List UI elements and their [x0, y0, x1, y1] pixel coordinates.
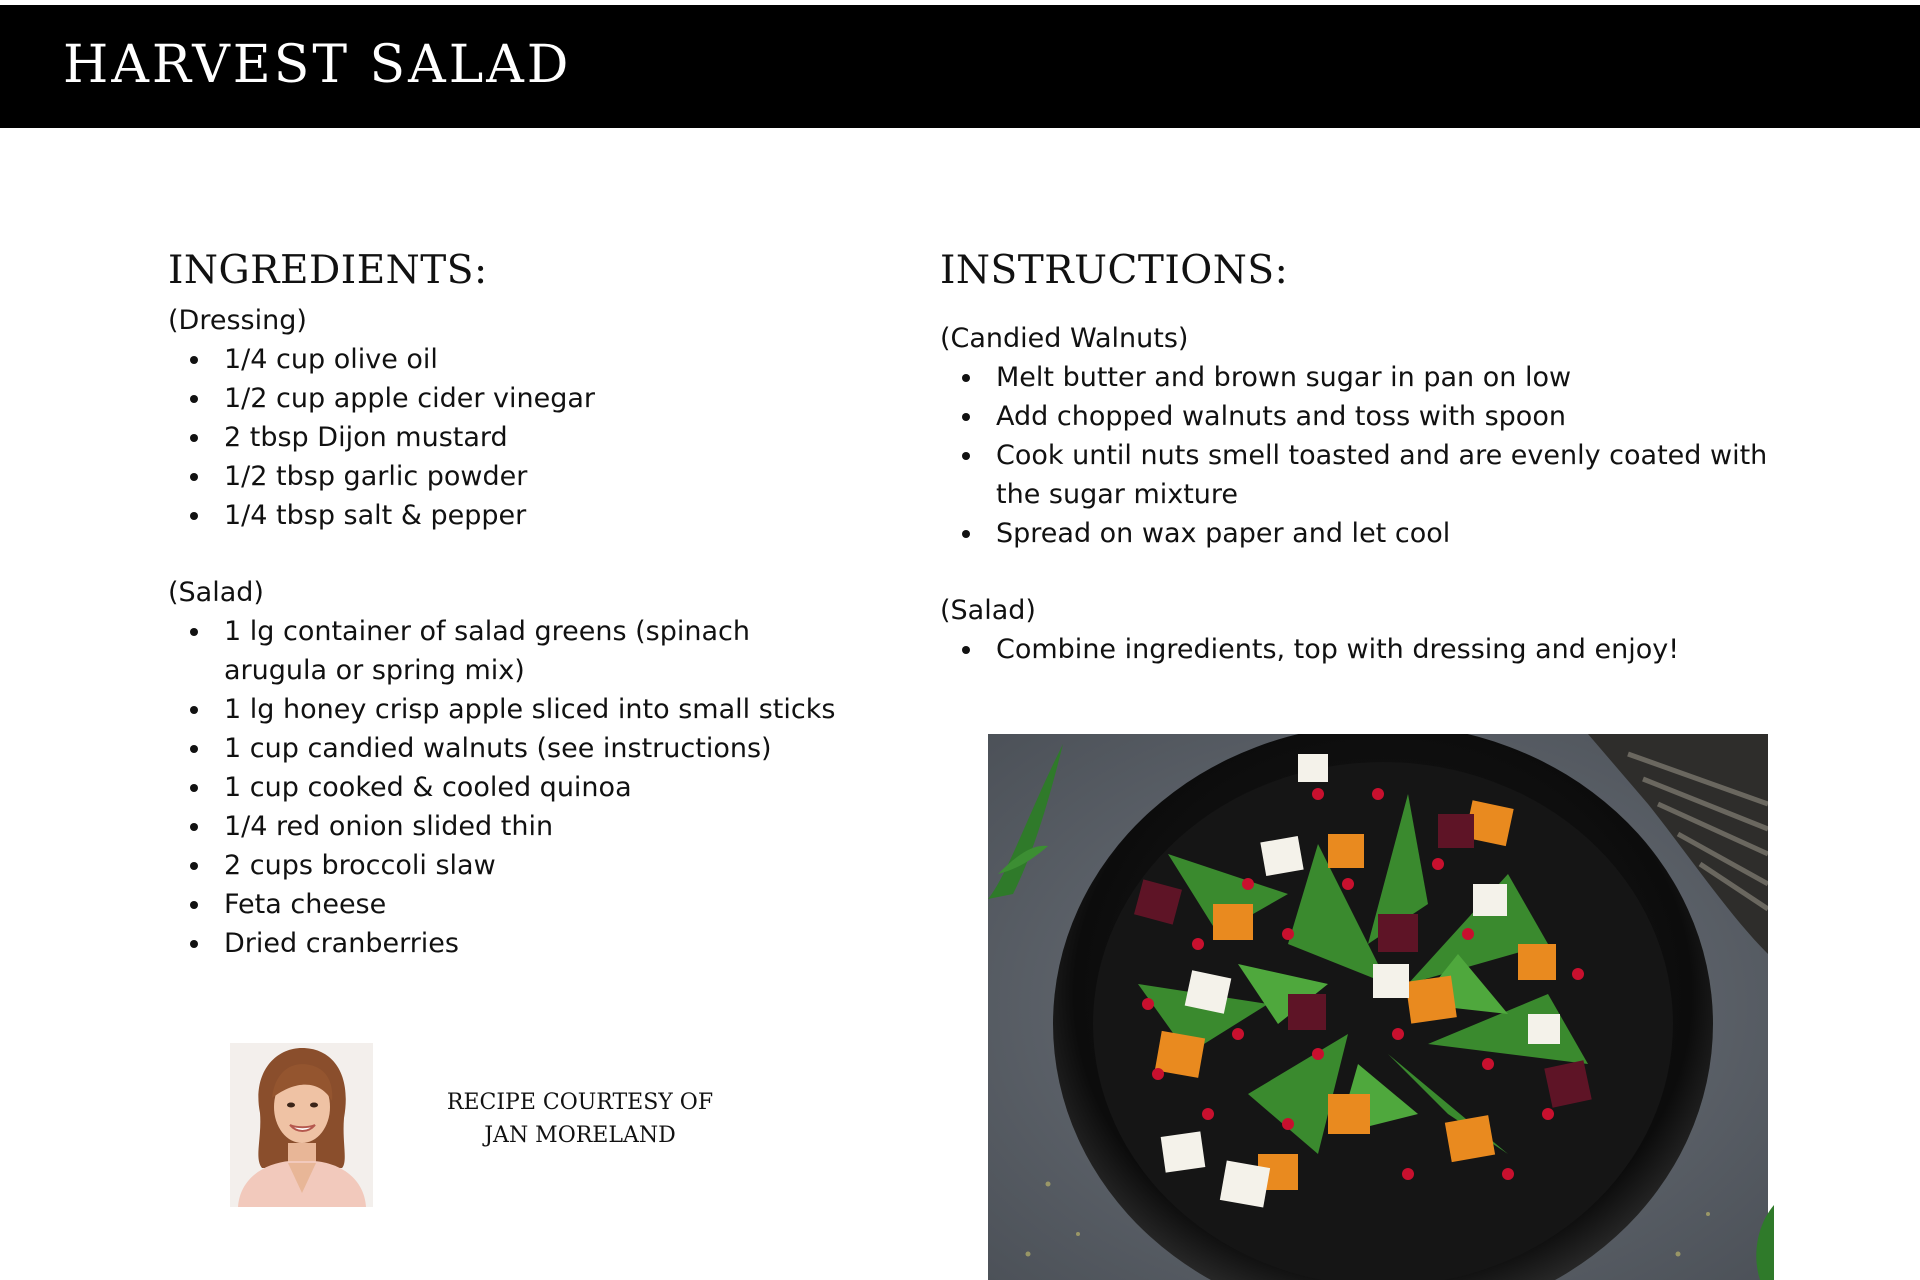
list-item: Feta cheese [168, 885, 848, 924]
author-portrait-illustration [230, 1043, 373, 1207]
list-item: 2 cups broccoli slaw [168, 846, 848, 885]
credit-line-1: RECIPE COURTESY OF [446, 1090, 714, 1115]
list-item: 1/4 cup olive oil [168, 340, 848, 379]
recipe-credit [420, 1086, 740, 1152]
list-item: Cook until nuts smell toasted and are evenly coated with the sugar mixture [940, 436, 1790, 514]
list-item: 1/2 cup apple cider vinegar [168, 379, 848, 418]
list-item: 1 lg honey crisp apple sliced into small sticks [168, 690, 848, 729]
ingredients-section [168, 245, 848, 963]
list-item: 1 cup candied walnuts (see instructions) [168, 729, 848, 768]
page-title: HARVEST SALAD [63, 35, 572, 95]
list-item: 1 cup cooked & cooled quinoa [168, 768, 848, 807]
author-photo [230, 1043, 373, 1207]
walnuts-label: (Candied Walnuts) [940, 323, 1189, 354]
dressing-label: (Dressing) [168, 305, 307, 336]
list-item: 2 tbsp Dijon mustard [168, 418, 848, 457]
salad-bowl-illustration [988, 734, 1768, 1280]
list-item: Dried cranberries [168, 924, 848, 963]
instructions-heading: INSTRUCTIONS: [940, 248, 1289, 293]
ingredients-heading: INGREDIENTS: [168, 248, 488, 293]
instructions-section [940, 245, 1790, 669]
spacer [168, 535, 848, 573]
list-item: Melt butter and brown sugar in pan on low [940, 358, 1790, 397]
salad-ingredients-list [168, 612, 848, 963]
header-bar [0, 5, 1920, 128]
list-item: Combine ingredients, top with dressing and enjoy! [940, 630, 1790, 669]
spacer [940, 553, 1790, 591]
list-item: 1/2 tbsp garlic powder [168, 457, 848, 496]
walnuts-steps-list [940, 358, 1790, 553]
salad-ingredients-label: (Salad) [168, 577, 264, 608]
list-item: 1 lg container of salad greens (spinach arugula or spring mix) [168, 612, 848, 690]
list-item: 1/4 tbsp salt & pepper [168, 496, 848, 535]
list-item: Spread on wax paper and let cool [940, 514, 1790, 553]
credit-author: JAN MORELAND [484, 1123, 676, 1148]
list-item: Add chopped walnuts and toss with spoon [940, 397, 1790, 436]
salad-steps-label: (Salad) [940, 595, 1036, 626]
dressing-list [168, 340, 848, 535]
leaf-decoration-icon [1752, 1205, 1774, 1280]
list-item: 1/4 red onion slided thin [168, 807, 848, 846]
salad-steps-list [940, 630, 1790, 669]
salad-photo [988, 734, 1768, 1280]
